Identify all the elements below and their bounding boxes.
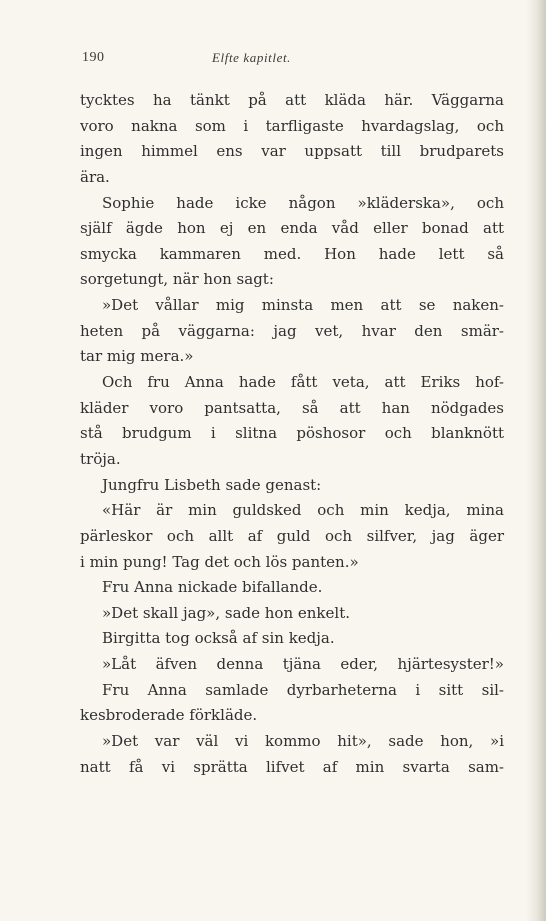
text-line: Fru Anna samlade dyrbarheterna i sitt sil- <box>102 680 504 699</box>
text-line: »Det var väl vi kommo hit», sade hon, »i <box>102 732 504 751</box>
text-line: »Låt äfven denna tjäna eder, hjärtesyster!» <box>102 655 504 674</box>
text-line: heten på väggarna: jag vet, hvar den smär- <box>80 321 504 340</box>
text-line: tycktes ha tänkt på att kläda här. Väggarna <box>80 91 504 109</box>
page-header <box>82 50 502 70</box>
text-line: kläder voro pantsatta, så att han nödgades <box>80 398 504 417</box>
text-line: natt få vi sprätta lifvet af min svarta sam- <box>80 757 504 776</box>
body-text <box>80 88 504 780</box>
text-line: »Det vållar mig minsta men att se naken- <box>102 296 504 315</box>
text-line: i min pung! Tag det och lös panten.» <box>80 552 359 571</box>
text-line: «Här är min guldsked och min kedja, mina <box>102 501 504 520</box>
text-line: Fru Anna nickade bifallande. <box>102 578 323 597</box>
text-line: smycka kammaren med. Hon hade lett så <box>80 244 504 263</box>
text-line: tröja. <box>80 449 121 468</box>
text-line: Jungfru Lisbeth sade genast: <box>102 475 322 494</box>
text-line: Birgitta tog också af sin kedja. <box>102 629 335 648</box>
text-line: »Det skall jag», sade hon enkelt. <box>102 603 350 622</box>
text-line: själf ägde hon ej en enda våd eller bonad att <box>80 219 504 238</box>
text-line: sorgetungt, när hon sagt: <box>80 270 274 289</box>
text-line: stå brudgum i slitna pöshosor och blanknött <box>80 424 504 443</box>
page-edge-shadow <box>526 0 546 921</box>
text-line: Och fru Anna hade fått veta, att Eriks hof- <box>102 373 504 392</box>
text-line: pärleskor och allt af guld och silfver, jag äger <box>80 526 504 545</box>
page-number: 190 <box>82 50 105 65</box>
text-line: voro nakna som i tarfligaste hvardagslag, och <box>80 116 504 135</box>
text-line: kesbroderade förkläde. <box>80 706 258 725</box>
running-head: Elfte kapitlet. <box>212 50 292 65</box>
text-line: Sophie hade icke någon »kläderska», och <box>102 193 504 212</box>
text-line: ingen himmel ens var uppsatt till brudparets <box>80 142 504 161</box>
text-line: tar mig mera.» <box>80 347 194 366</box>
text-line: ära. <box>80 167 110 186</box>
